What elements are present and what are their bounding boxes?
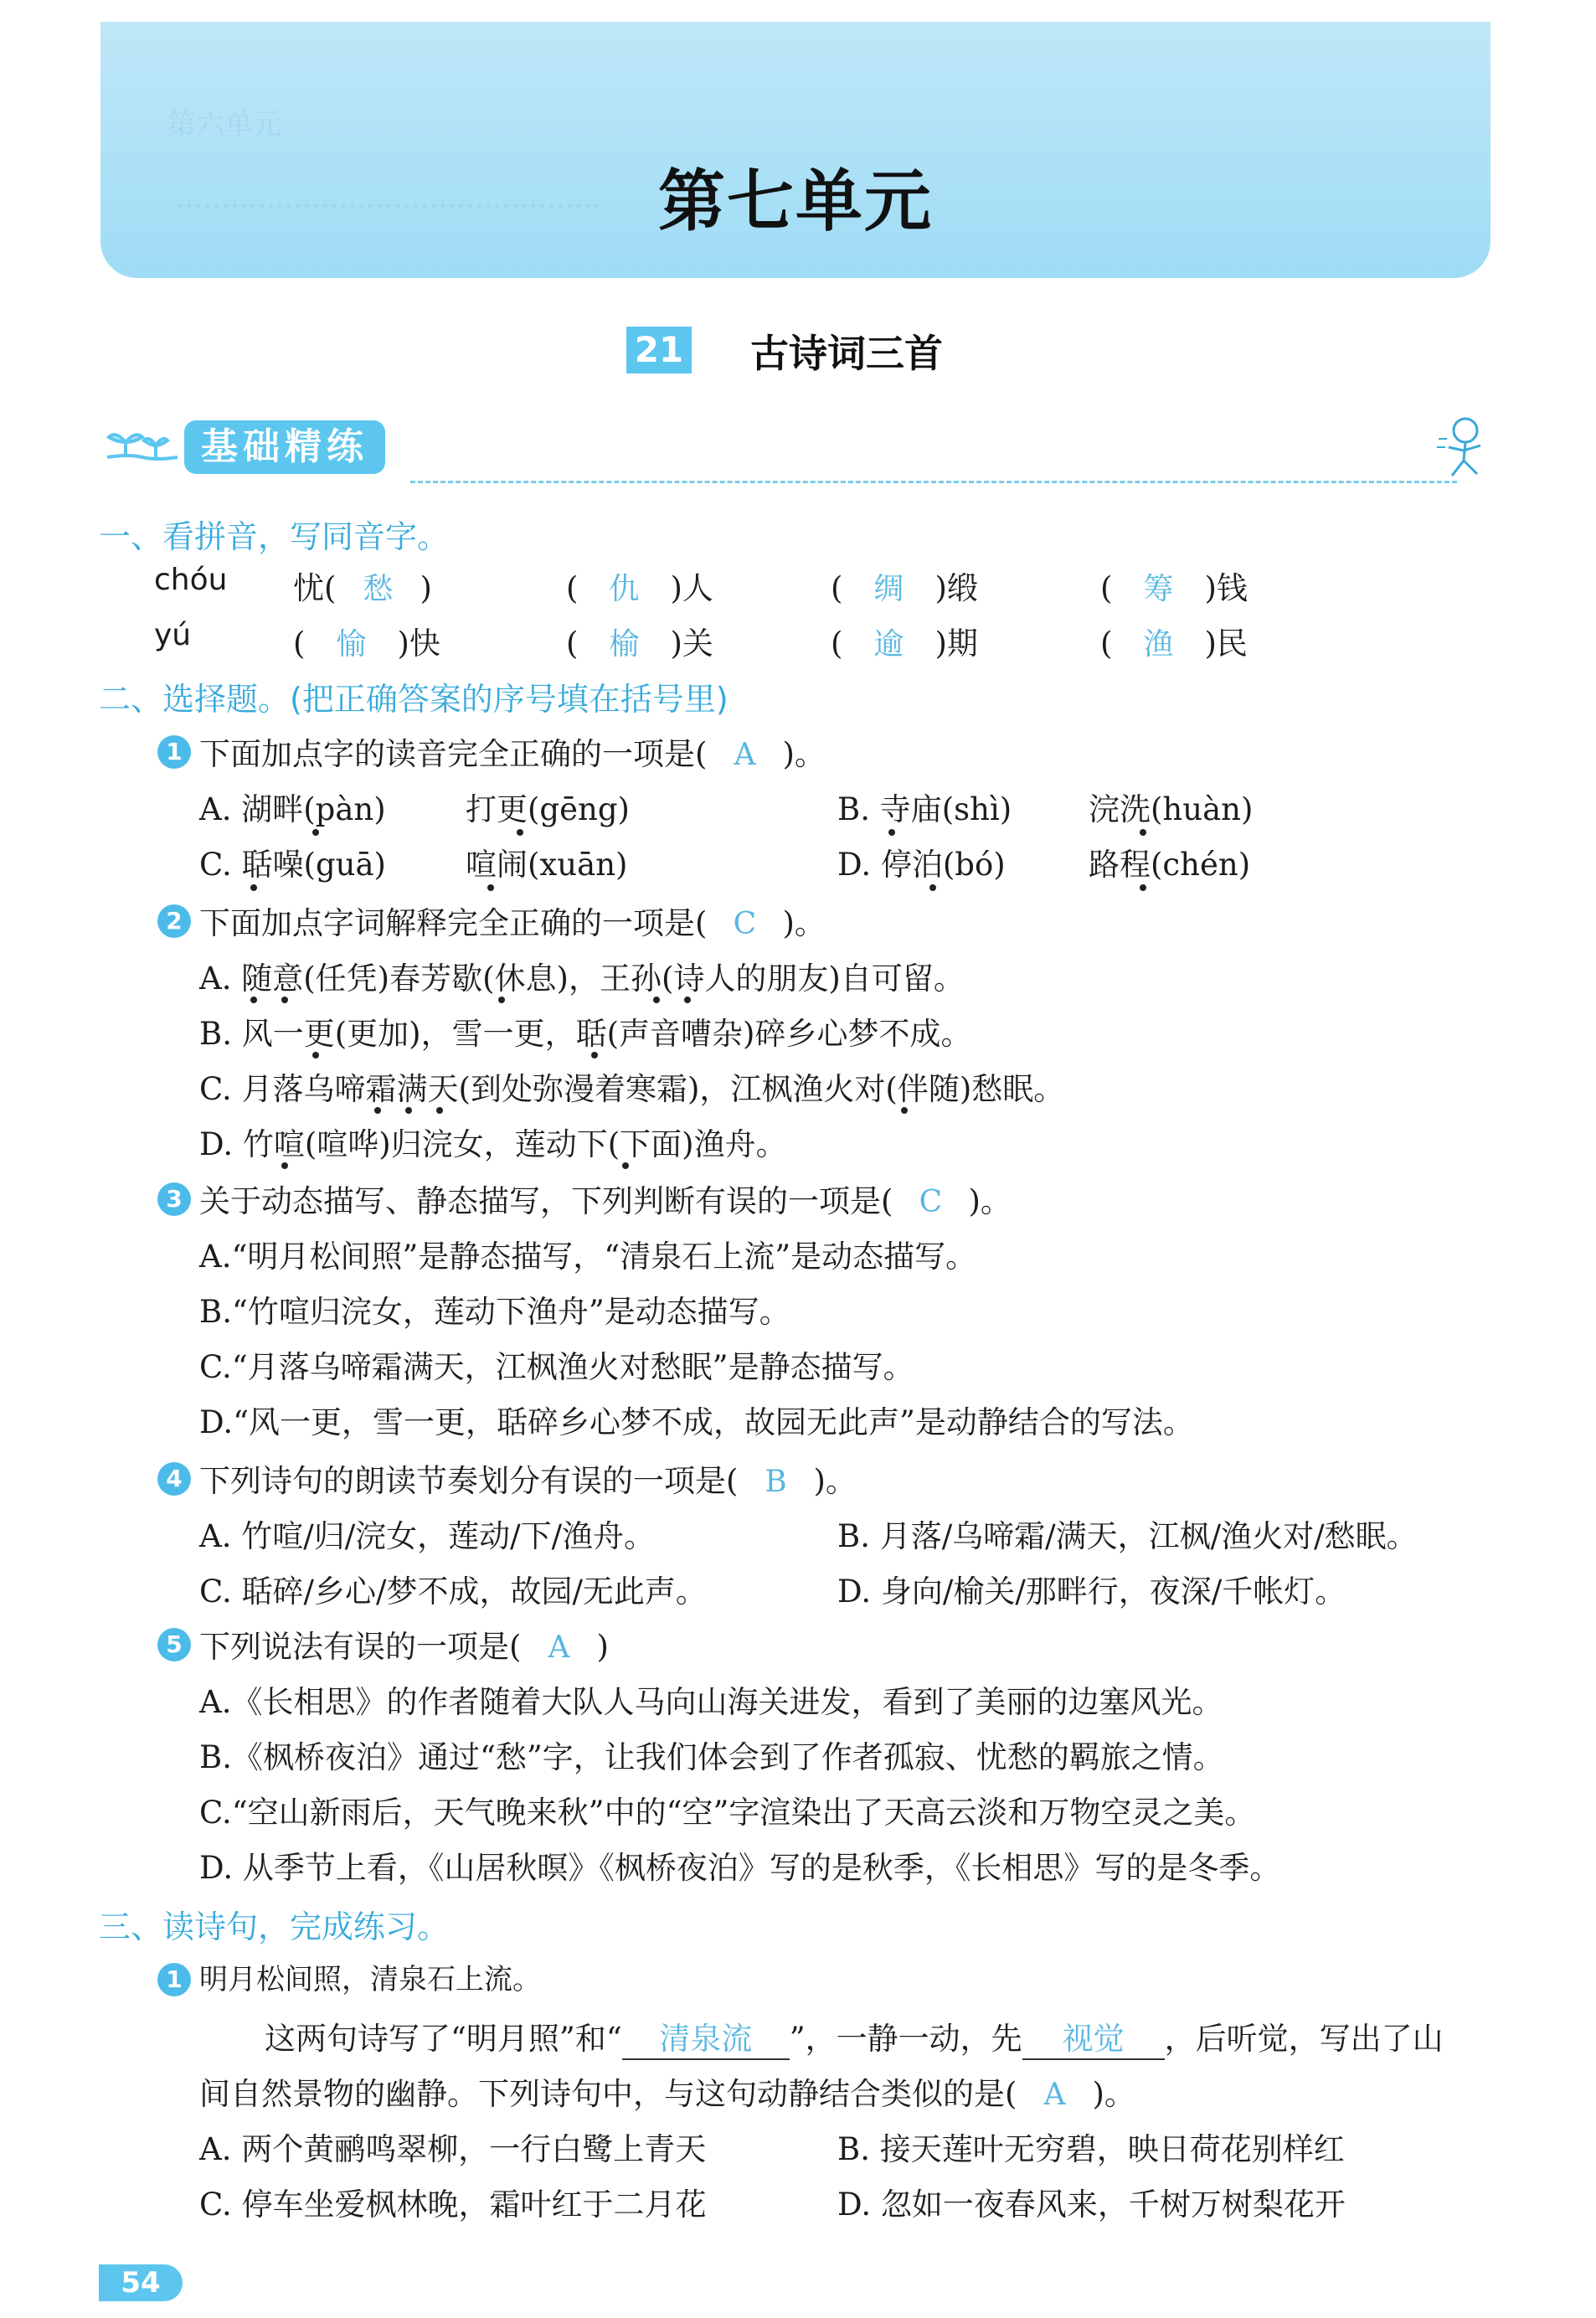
option: B. 月落/乌啼霜/满天，江枫/渔火对/愁眠。 xyxy=(837,1518,1418,1554)
emphasis-dot xyxy=(374,1107,381,1114)
option: A. 竹喧/归/浣女，莲动/下/渔舟。 xyxy=(199,1518,656,1554)
emphasis-dot xyxy=(436,1107,443,1114)
question-stem: 关于动态描写、静态描写，下列判断有误的一项是( C )。 xyxy=(199,1183,1012,1219)
option: D. 忽如一夜春风来，千树万树梨花开 xyxy=(837,2187,1346,2223)
option: B.《枫桥夜泊》通过“愁”字，让我们体会到了作者孤寂、忧愁的羁旅之情。 xyxy=(199,1739,1224,1775)
option: D.“风一更，雪一更，聒碎乡心梦不成，故园无此声”是动静结合的写法。 xyxy=(199,1404,1194,1440)
question-number: 3 xyxy=(157,1182,191,1216)
blank-item: 忧( 愁 ) xyxy=(293,570,432,606)
question-number: 5 xyxy=(157,1628,191,1661)
option: 浣洗(huàn) xyxy=(1089,791,1254,827)
blank-item: ( 愉 )快 xyxy=(293,626,440,662)
emphasis-dot xyxy=(487,884,494,891)
emphasis-dot xyxy=(653,997,660,1003)
fill-in-sentence: 这两句诗写了“明月照”和“ 清泉流 ”，一静一动，先 视觉 ，后听觉，写出了山 xyxy=(265,2013,1444,2060)
pinyin-yu: yú xyxy=(154,618,192,652)
option: C. 停车坐爱枫林晚，霜叶红于二月花 xyxy=(199,2187,707,2223)
emphasis-dot xyxy=(517,829,523,836)
option: D. 竹喧(喧哗)归浣女，莲动下(下面)渔舟。 xyxy=(199,1126,787,1162)
emphasis-dot xyxy=(622,1162,629,1169)
option: A. 两个黄鹂鸣翠柳，一行白鹭上青天 xyxy=(199,2131,707,2167)
emphasis-dot xyxy=(281,1162,288,1169)
blank-item: ( 仇 )人 xyxy=(566,570,713,606)
emphasis-dot xyxy=(405,1107,412,1114)
emphasis-dot xyxy=(591,1052,598,1059)
option: B. 风一更(更加)，雪一更，聒(声音嘈杂)碎乡心梦不成。 xyxy=(199,1016,972,1052)
question-stem: 下面加点字的读音完全正确的一项是( A )。 xyxy=(199,736,826,772)
unit-banner: 第六单元 ............................................... 第七单元 xyxy=(100,22,1490,278)
option: 打更(gēng) xyxy=(466,791,630,827)
option: B. 寺庙(shì) xyxy=(837,791,1012,827)
option: B. 接天莲叶无穷碧，映日荷花别样红 xyxy=(837,2131,1345,2167)
emphasis-dot xyxy=(1140,884,1146,891)
question-stem: 下列说法有误的一项是( A ) xyxy=(199,1629,609,1665)
emphasis-dot xyxy=(684,997,691,1003)
blank-item: ( 筹 )钱 xyxy=(1100,570,1248,606)
emphasis-dot xyxy=(312,1052,319,1059)
option: C. 聒噪(guā) xyxy=(199,847,386,883)
option: A. 随意(任凭)春芳歇(休息)，王孙(诗人的朋友)自可留。 xyxy=(199,961,965,997)
option: C.“月落乌啼霜满天，江枫渔火对愁眠”是静态描写。 xyxy=(199,1349,914,1385)
option: D. 从季节上看，《山居秋暝》《枫桥夜泊》写的是秋季，《长相思》写的是冬季。 xyxy=(199,1850,1281,1886)
lesson-number: 21 xyxy=(626,327,692,373)
q2-heading: 二、选择题。(把正确答案的序号填在括号里) xyxy=(99,681,728,718)
page-number: 54 xyxy=(99,2264,183,2301)
emphasis-dot xyxy=(1140,829,1146,836)
unit-title: 第七单元 xyxy=(658,162,933,240)
emphasis-dot xyxy=(888,829,895,836)
q3-heading: 三、读诗句，完成练习。 xyxy=(99,1908,450,1945)
question-stem: 下列诗句的朗读节奏划分有误的一项是( B )。 xyxy=(199,1463,857,1499)
option: D. 停泊(bó) xyxy=(837,847,1006,883)
question-number: 4 xyxy=(157,1462,191,1496)
lesson-title: 古诗词三首 xyxy=(750,331,943,376)
option: D. 身向/榆关/那畔行，夜深/千帐灯。 xyxy=(837,1574,1346,1610)
poem-line: 明月松间照，清泉石上流。 xyxy=(199,1963,541,1996)
blank-item: ( 渔 )民 xyxy=(1100,626,1248,662)
option: C. 月落乌啼霜满天(到处弥漫着寒霜)，江枫渔火对(伴随)愁眠。 xyxy=(199,1071,1065,1107)
option: 路程(chén) xyxy=(1089,847,1251,883)
q1-heading: 一、看拼音，写同音字。 xyxy=(99,518,450,555)
option: A. 湖畔(pàn) xyxy=(199,791,386,827)
option: A.《长相思》的作者随着大队人马向山海关进发，看到了美丽的边塞风光。 xyxy=(199,1684,1223,1720)
emphasis-dot xyxy=(250,997,257,1003)
emphasis-dot xyxy=(281,997,288,1003)
emphasis-dot xyxy=(901,1107,908,1114)
question-stem: 下面加点字词解释完全正确的一项是( C )。 xyxy=(199,905,826,941)
blank-item: ( 榆 )关 xyxy=(566,626,713,662)
sprout-icon xyxy=(104,424,181,474)
emphasis-dot xyxy=(929,884,936,891)
section-title: 基础精练 xyxy=(184,420,385,474)
blank-item: ( 逾 )期 xyxy=(831,626,978,662)
question-number: 1 xyxy=(157,1963,191,1996)
option: 喧闹(xuān) xyxy=(466,847,628,883)
option: B.“竹喧归浣女，莲动下渔舟”是动态描写。 xyxy=(199,1294,790,1330)
emphasis-dot xyxy=(498,997,505,1003)
section-divider xyxy=(410,481,1457,483)
question-number: 2 xyxy=(157,904,191,938)
option: C. 聒碎/乡心/梦不成，故园/无此声。 xyxy=(199,1574,707,1610)
blank-item: ( 绸 )缎 xyxy=(831,570,978,606)
running-kid-icon xyxy=(1435,414,1494,482)
option: A.“明月松间照”是静态描写，“清泉石上流”是动态描写。 xyxy=(199,1239,977,1275)
emphasis-dot xyxy=(250,884,257,891)
pinyin-chou: chóu xyxy=(154,563,228,597)
question-number: 1 xyxy=(157,735,191,769)
fill-in-sentence-cont: 间自然景物的幽静。下列诗句中，与这句动静结合类似的是( A )。 xyxy=(199,2076,1135,2112)
option: C.“空山新雨后，天气晚来秋”中的“空”字渲染出了天高云淡和万物空灵之美。 xyxy=(199,1795,1256,1831)
emphasis-dot xyxy=(312,829,319,836)
